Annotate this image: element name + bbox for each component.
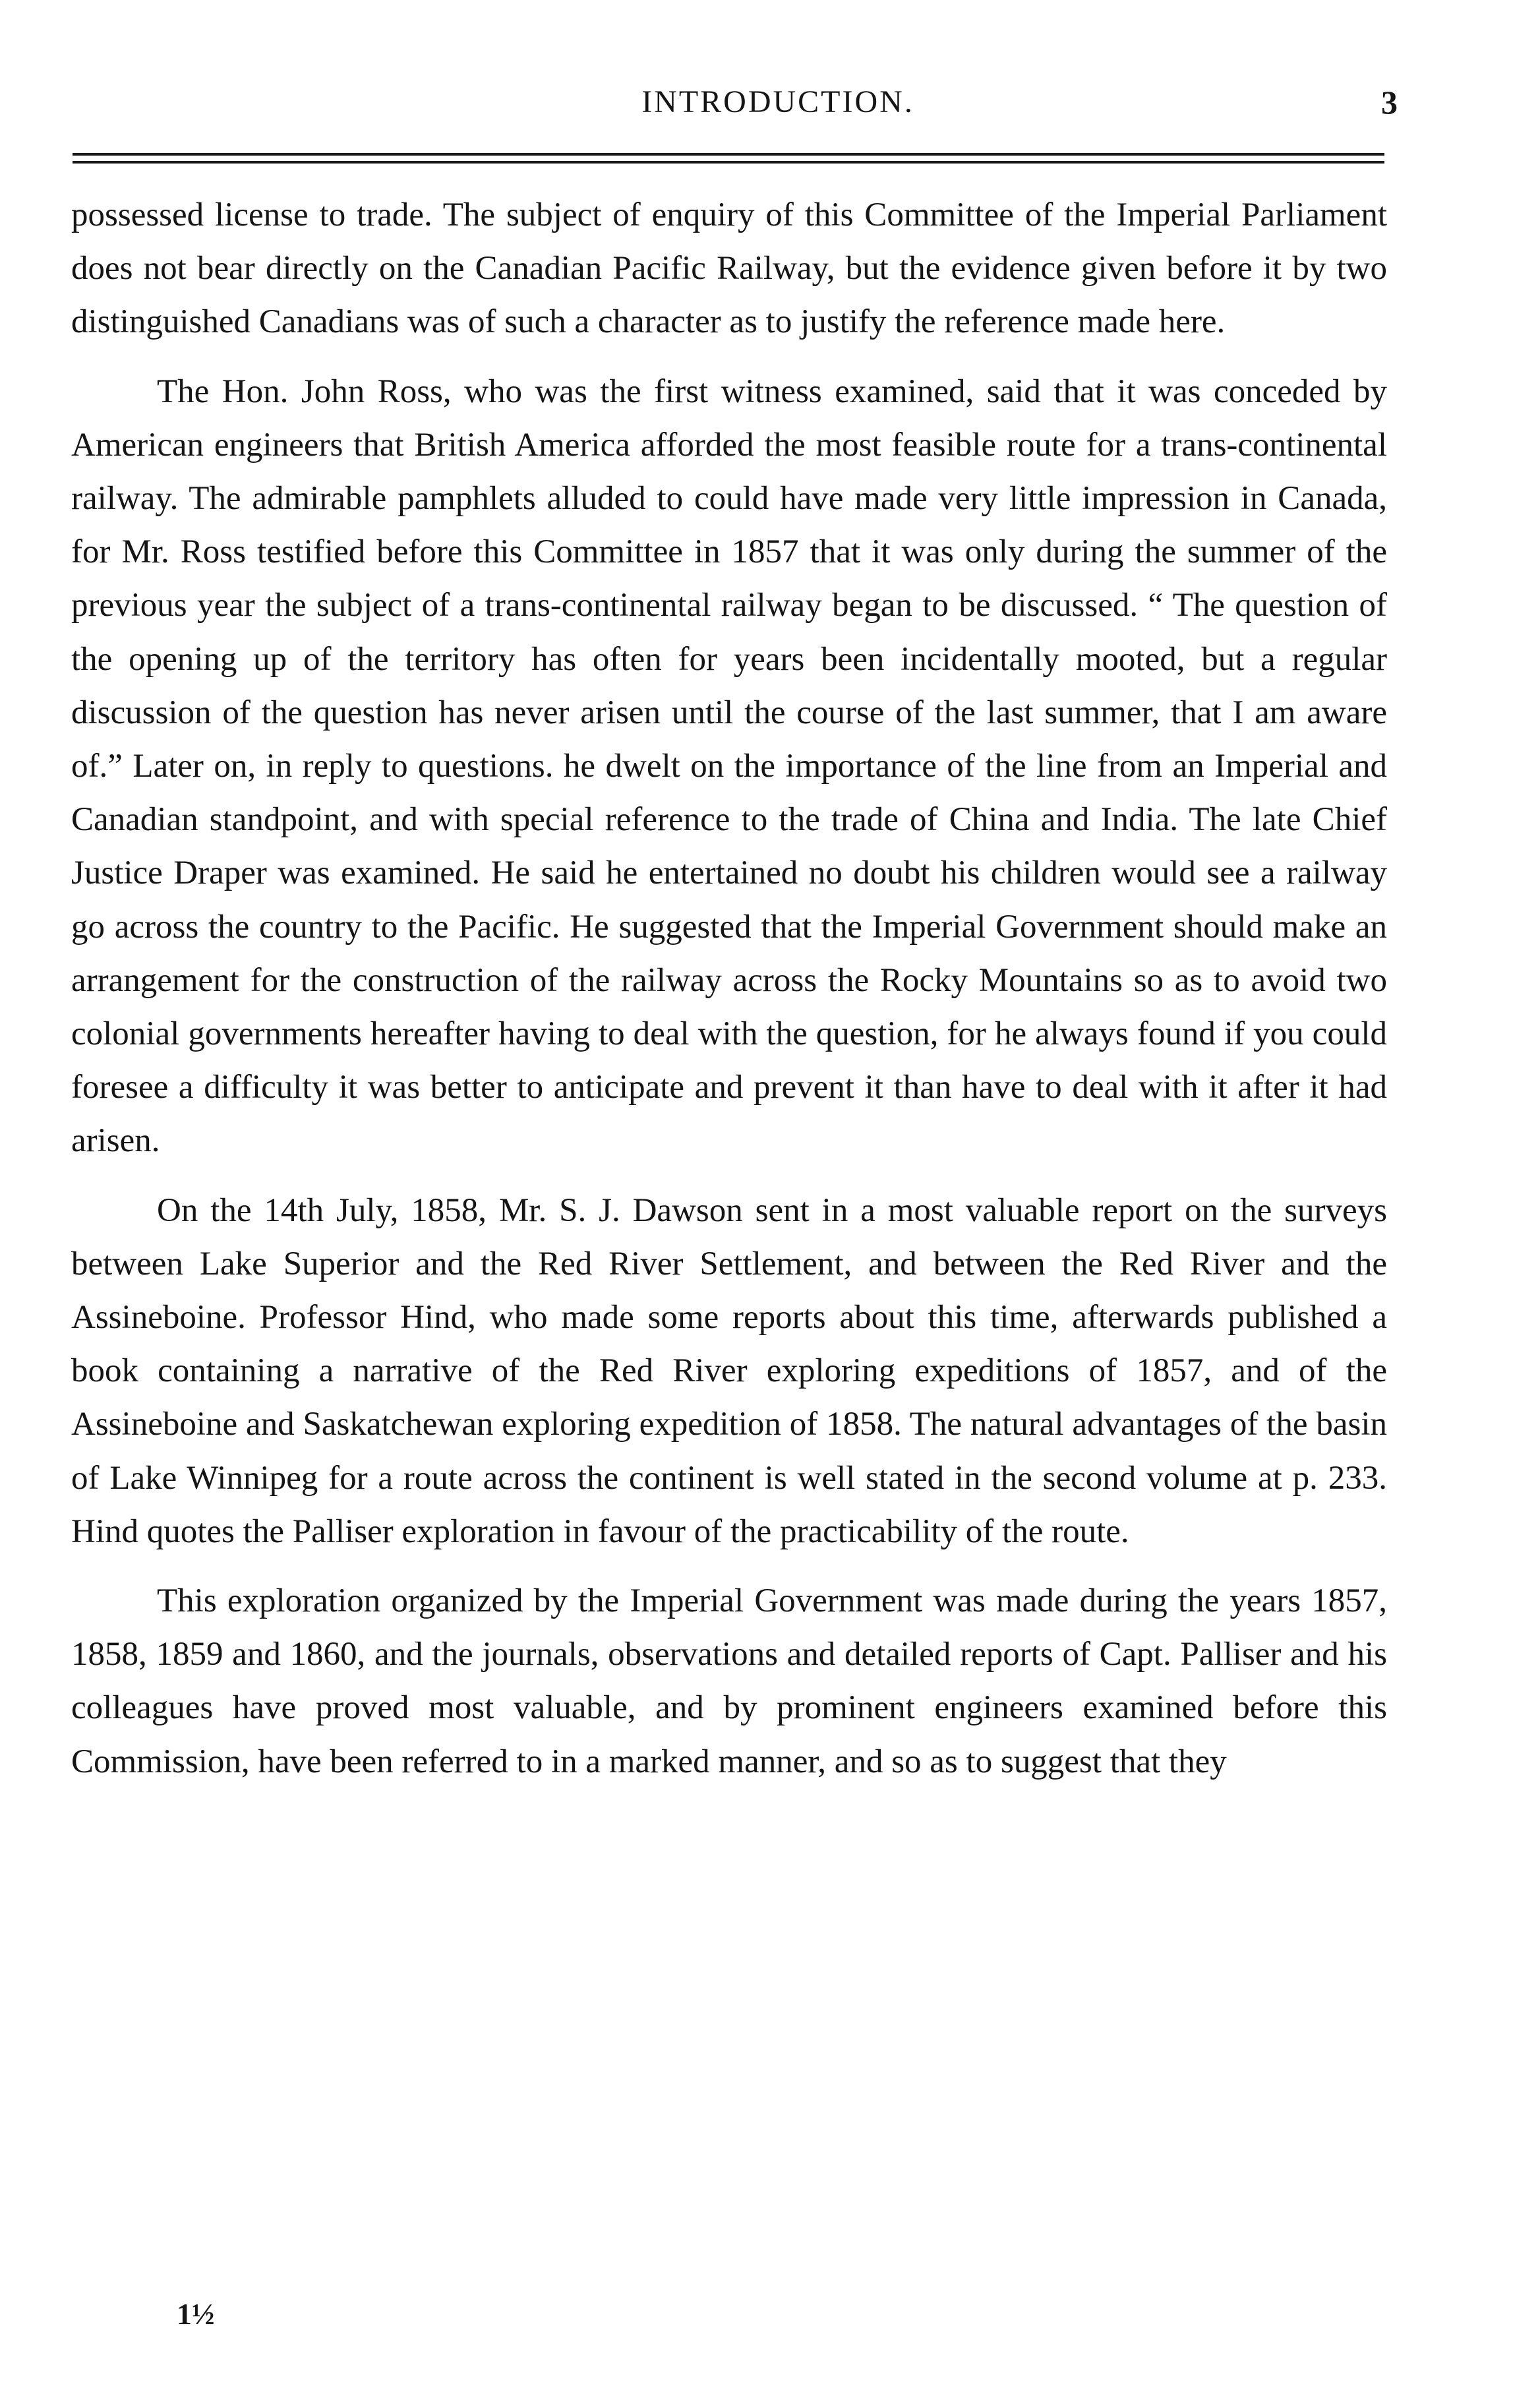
- paragraph-continuation: possessed license to trade. The subject of enquiry of this Committee of the Imperial Parliament does not bear directly on the Canadian Pacific Railway, but the evidence given before it by two distinguished Canadians was of such a character as to justify the reference made here.: [71, 196, 1387, 341]
- paragraph-palliser-exploration: This exploration organized by the Imperial Government was made during the years 1857, 1858, 1859 and 1860, and the journals, observations and detailed reports of Capt. Palliser and his colleagues have proved most valuable, and by prominent engineers examined before this Commission, have been referred to in a marked manner, and so as to suggest that they: [71, 1582, 1387, 1780]
- header-rule-top: [73, 153, 1384, 156]
- paragraph-dawson-report: On the 14th July, 1858, Mr. S. J. Dawson sent in a most valuable report on the surveys between Lake Superior and the Red River Settlement, and between the Red River and the Assineboine. Professor Hind, who made some reports about this time, afterwards published a book containing a narrative of the Red River exploring expeditions of 1857, and of the Assineboine and Saskatchewan exploring expedition of 1858. The natural advantages of the basin of Lake Winnipeg for a route across the continent is well stated in the second volume at p. 233. Hind quotes the Palliser exploration in favour of the practicability of the route.: [71, 1191, 1387, 1550]
- header-rule-bottom: [73, 161, 1384, 164]
- running-title: INTRODUCTION.: [641, 84, 914, 119]
- paragraph-john-ross: The Hon. John Ross, who was the first witness examined, said that it was conceded by American engineers that British America afforded the most feasible route for a trans-continental railway. The admirable pamphlets alluded to could have made very little impression in Canada, for Mr. Ross testified before this Committee in 1857 that it was only during the summer of the previous year the subject of a trans-continental railway began to be discussed. “ The question of the opening up of the territory has often for years been incidentally mooted, but a regular discussion of the question has never arisen until the course of the last summer, that I am aware of.” Later on, in reply to questions. he dwelt on the importance of the line from an Imperial and Canadian standpoint, and with special reference to the trade of China and India. The late Chief Justice Draper was examined. He said he entertained no doubt his children would see a railway go across the country to the Pacific. He suggested that the Imperial Government should make an arrangement for the construction of the railway across the Rocky Mountains so as to avoid two colonial governments hereafter having to deal with the question, for he always found if you could foresee a difficulty it was better to anticipate and prevent it than have to deal with it after it had arisen.: [71, 373, 1387, 1160]
- body-text: [71, 189, 1387, 1789]
- signature-mark: 1½: [177, 2297, 215, 2331]
- running-header: [158, 79, 1398, 125]
- page-number: 3: [1381, 84, 1398, 121]
